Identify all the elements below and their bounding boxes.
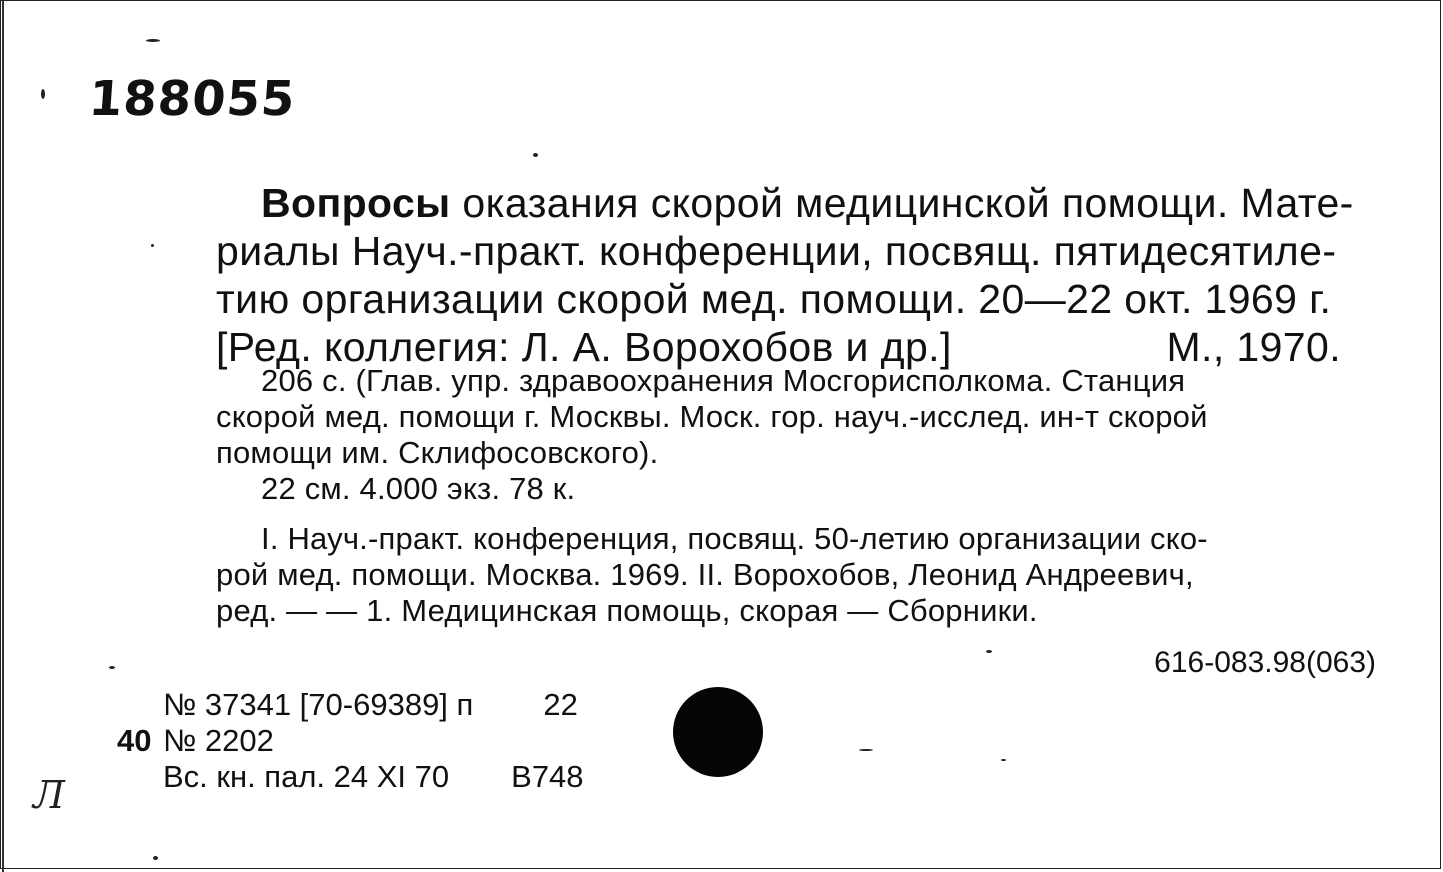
ink-speck	[41, 89, 45, 99]
notes-block	[216, 521, 1386, 629]
description-line: скорой мед. помощи г. Москвы. Моск. гор. науч.-исслед. ин-т скорой	[216, 399, 1208, 434]
ink-speck	[109, 666, 115, 669]
description-line: 206 с. (Глав. упр. здравоохранения Мосгорисполкома. Станция	[261, 363, 1186, 398]
title-block	[216, 179, 1391, 371]
punch-hole	[673, 687, 763, 777]
accession-number: 188055	[87, 71, 298, 127]
editors: [Ред. коллегия: Л. А. Ворохобов и др.]	[216, 324, 952, 370]
chamber-date: Вс. кн. пал. 24 XI 70	[163, 759, 450, 794]
chamber-code: В748	[511, 759, 584, 794]
udc-code: 616-083.98(063)	[1154, 646, 1376, 679]
footer-row	[117, 723, 584, 759]
footer-spacer	[473, 687, 543, 723]
description-line: помощи им. Склифосовского).	[216, 435, 659, 470]
note-line: рой мед. помощи. Москва. 1969. II. Ворохобов, Леонид Андреевич,	[216, 557, 1194, 592]
footer-row	[117, 687, 584, 723]
card-edge	[2, 1, 4, 872]
title-line	[216, 179, 1391, 227]
note-line: I. Науч.-практ. конференция, посвящ. 50-летию организации ско-	[261, 521, 1208, 556]
record-number: № 37341 [70-69389] п	[163, 687, 474, 722]
ink-speck	[151, 244, 154, 247]
handwritten-initial: Л	[33, 773, 65, 817]
footer-spacer	[449, 759, 511, 795]
title-line: тию организации скорой мед. помощи. 20—22 окт. 1969 г.	[216, 276, 1332, 322]
ink-speck	[146, 39, 160, 42]
ink-speck	[859, 749, 873, 751]
ink-speck	[986, 650, 992, 653]
title-text: оказания скорой медицинской помощи. Мате-	[450, 180, 1354, 226]
record-suffix: 22	[543, 687, 578, 722]
note-line: ред. — — 1. Медицинская помощь, скорая — Сборники.	[216, 593, 1038, 628]
record-prefix: 40	[117, 723, 152, 758]
record-number-2: № 2202	[163, 723, 274, 758]
footer-block	[117, 687, 584, 795]
description-block	[216, 363, 1386, 507]
imprint: М., 1970.	[1166, 324, 1341, 370]
footer-spacer	[117, 687, 163, 723]
physical-description: 22 см. 4.000 экз. 78 к.	[261, 471, 576, 506]
footer-row	[117, 759, 584, 795]
footer-spacer	[117, 759, 163, 795]
title-line: риалы Науч.-практ. конференции, посвящ. пятидесятиле-	[216, 228, 1337, 274]
ink-speck	[533, 153, 538, 157]
ink-speck	[1001, 759, 1006, 761]
title-lead-word: Вопросы	[261, 180, 451, 226]
ink-speck	[153, 856, 158, 860]
